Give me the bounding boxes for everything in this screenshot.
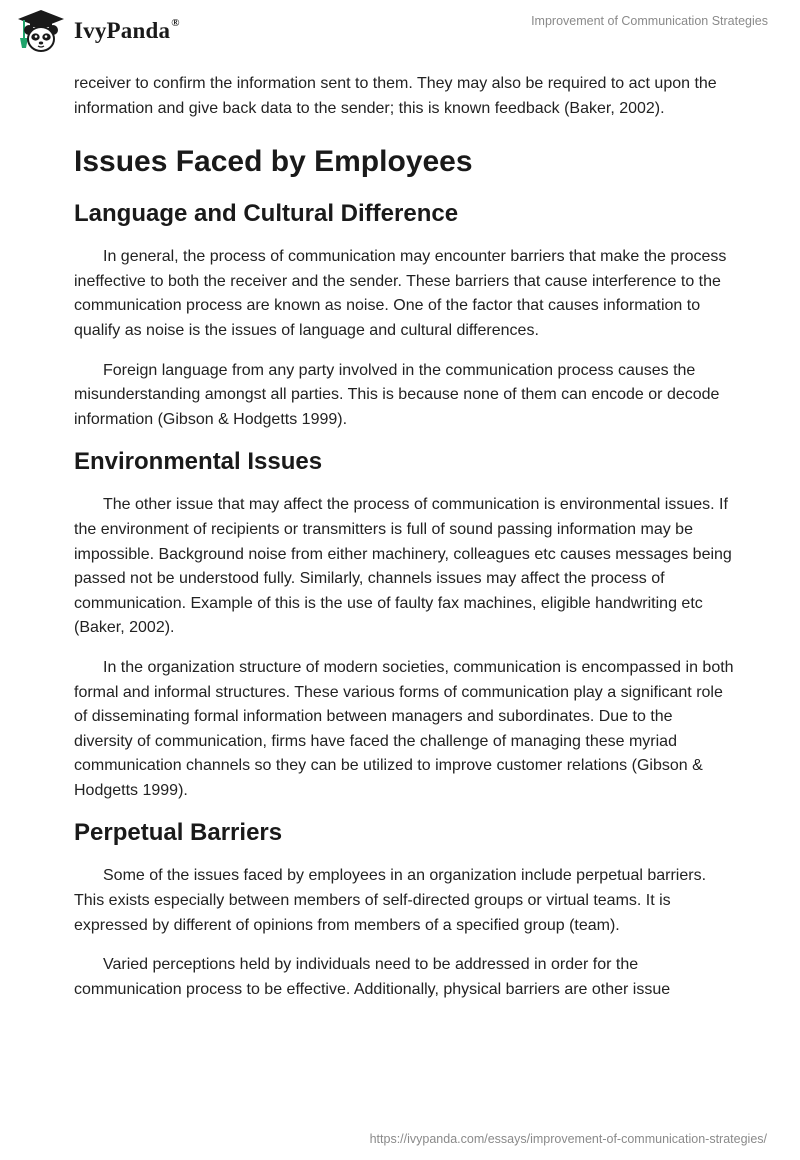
section-heading-perpetual: Perpetual Barriers [74, 819, 283, 847]
panda-graduation-cap-icon [16, 8, 66, 54]
paragraph: Foreign language from any party involved in the communication process causes the misunderstanding amongst all parties. This is because none of them can encode or decode information (Gibson & Hodgetts 1999). [74, 361, 720, 428]
paragraph: In general, the process of communication may encounter barriers that make the process ineffective to both the receiver and the sender. These barriers that cause interference to the communication process are known as noise. One of the factor that causes information to qualify as noise is the issues of language and cultural differences. [74, 248, 727, 339]
document-title: Improvement of Communication Strategies [531, 14, 768, 28]
intro-paragraph: receiver to confirm the information sent to them. They may also be required to act upon the information and give back data to the sender; this is known feedback (Baker, 2002). [74, 75, 717, 117]
brand-name: IvyPanda® [74, 17, 180, 43]
section-heading-language: Language and Cultural Difference [74, 200, 459, 228]
paragraph: Varied perceptions held by individuals need to be addressed in order for the communication process to be effective. Additionally, physical barriers are other issue [74, 956, 671, 998]
footer-url[interactable]: https://ivypanda.com/essays/improvement-of-communication-strategies/ [369, 1132, 767, 1146]
paragraph: Some of the issues faced by employees in an organization include perpetual barriers. This exists especially between members of self-directed groups or virtual teams. It is expressed by different of opinions from members of a specified group (team). [74, 867, 707, 934]
essay-content [74, 72, 734, 1017]
main-heading: Issues Faced by Employees [74, 145, 473, 179]
section-heading-environmental: Environmental Issues [74, 448, 323, 476]
paragraph: The other issue that may affect the process of communication is environmental issues. If the environment of recipients or transmitters is full of sound passing information may be impossible. Background noise from either machinery, colleagues etc causes messages being passed not be understood fully. Similarly, channels issues may affect the process of communication. Example of this is the use of faulty fax machines, eligible handwriting etc (Baker, 2002). [74, 496, 732, 637]
page-header [0, 0, 800, 66]
ivypanda-logo[interactable] [16, 8, 180, 54]
paragraph: In the organization structure of modern societies, communication is encompassed in both formal and informal structures. These various forms of communication play a significant role of disseminating formal information between managers and subordinates. Due to the diversity of communication, firms have faced the challenge of managing these myriad communication channels so they can be utilized to improve customer relations (Gibson & Hodgetts 1999). [74, 658, 734, 799]
